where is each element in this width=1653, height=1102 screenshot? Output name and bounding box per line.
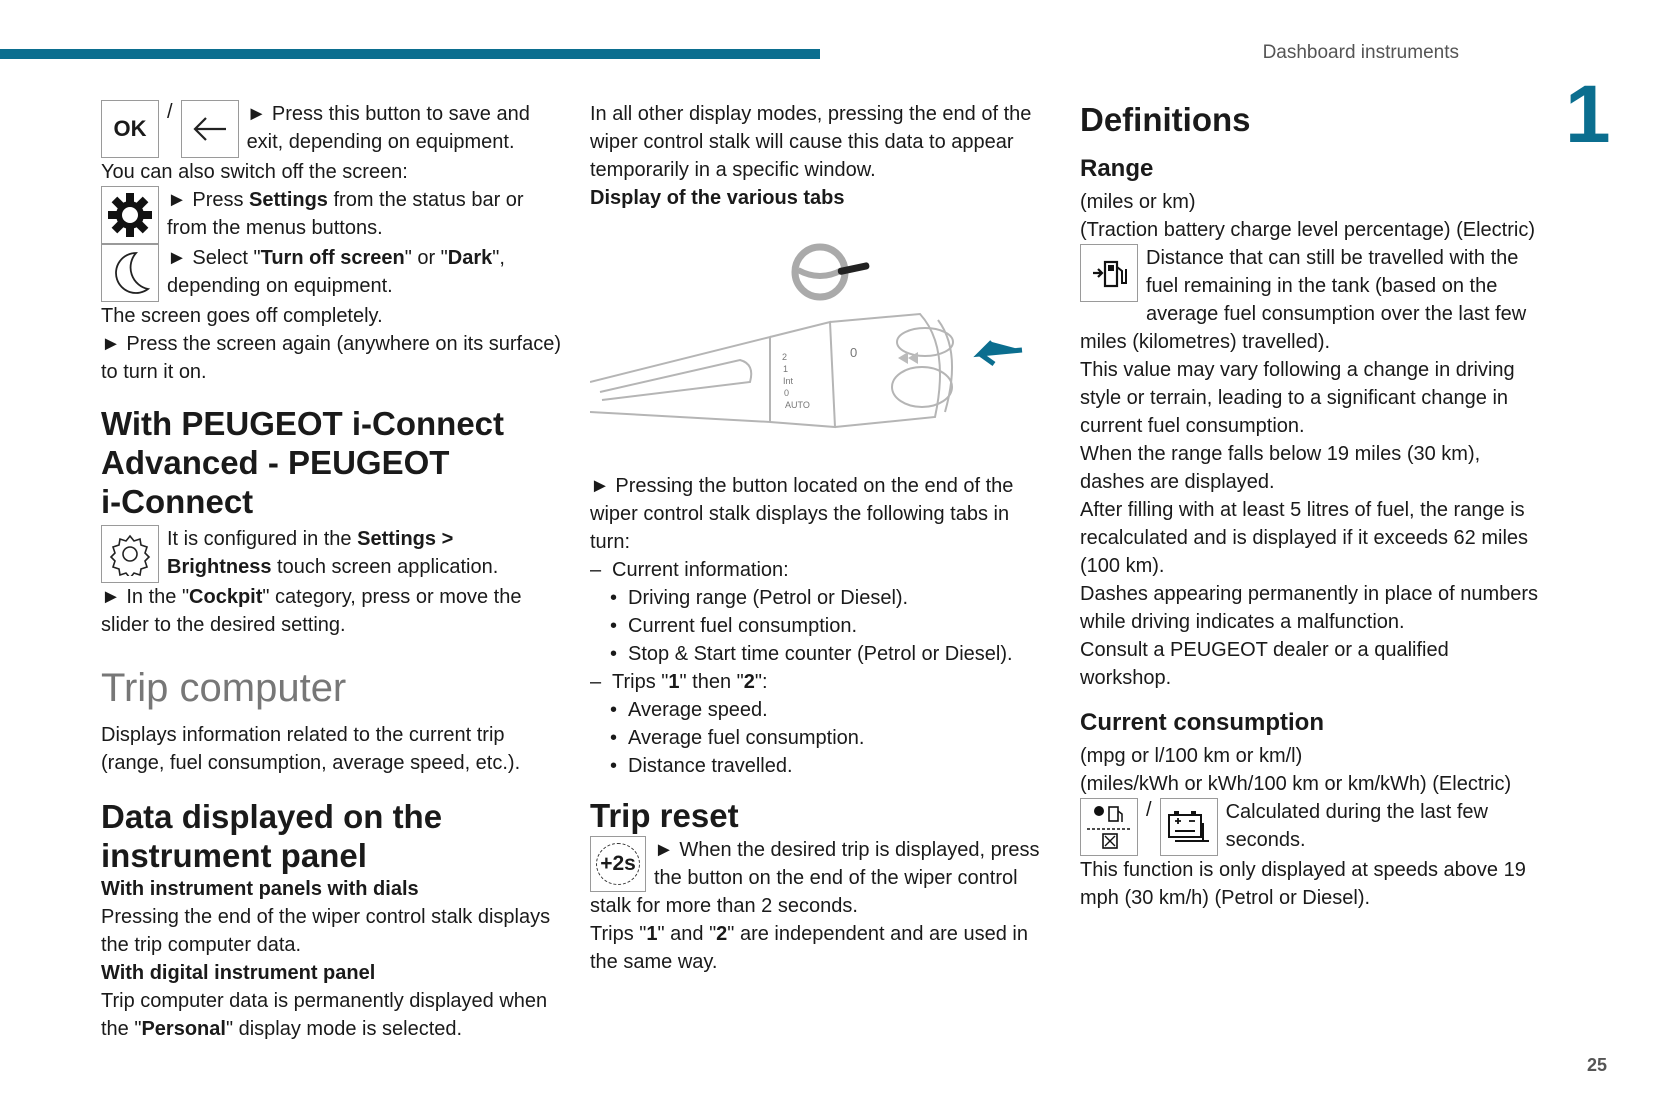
icon-separator: / — [1146, 799, 1152, 821]
select-bold-2: Dark — [447, 247, 493, 269]
range-distance-text: Distance that can still be travelled with the fuel remaining in the tank (based on the average fuel consumption over the last few miles (kilometres) travelled). — [1080, 247, 1527, 353]
cockpit-post: " category, press or move the slider to the desired setting. — [101, 586, 522, 636]
indep-bold-2: 2 — [716, 923, 728, 945]
digital-bold: Personal — [141, 1018, 226, 1040]
pointer-arrow-icon — [980, 342, 1022, 364]
intro-text: In all other display modes, pressing the end of the wiper control stalk will cause this data to appear temporarily in a specific window. — [590, 103, 1032, 181]
trip-reset-heading: Trip reset — [590, 797, 739, 834]
ok-button-icon: OK — [101, 100, 159, 158]
consumption-speed-text: This function is only displayed at speeds above 19 mph (30 km/h) (Petrol or Diesel). — [1080, 859, 1526, 909]
current-item-1: Driving range (Petrol or Diesel). — [628, 587, 909, 609]
wiper-stalk-illustration — [590, 212, 1050, 464]
list-bullet: • — [610, 615, 618, 637]
range-dashes-text: When the range falls below 19 miles (30 km), dashes are displayed. — [1080, 443, 1481, 493]
indep-mid: " and " — [657, 923, 717, 945]
consumption-calc-block — [1080, 798, 1540, 856]
digital-subheading: With digital instrument panel — [101, 962, 376, 984]
range-consult-text: Consult a PEUGEOT dealer or a qualified workshop. — [1080, 639, 1449, 689]
battery-consumption-icon — [1160, 798, 1218, 856]
consumption-unit-electric: (miles/kWh or kWh/100 km or km/kWh) (Electric) — [1080, 773, 1512, 795]
list-item — [590, 696, 1050, 724]
stalk-ring-label-2: 1 — [783, 364, 789, 374]
data-heading-line1: Data displayed on the — [101, 798, 443, 835]
range-battery: (Traction battery charge level percentage) (Electric) — [1080, 219, 1535, 241]
chapter-number: 1 — [1565, 69, 1611, 160]
fuel-range-icon — [1080, 244, 1138, 302]
definitions-heading: Definitions — [1080, 101, 1251, 138]
pressing-text: ► Pressing the button located on the end of the wiper control stalk displays the following tabs in turn: — [590, 475, 1014, 553]
configured-pre: It is configured in the — [167, 528, 358, 550]
trips-mid: " then " — [679, 671, 744, 693]
reset-text: ► When the desired trip is displayed, press the button on the end of the wiper control stalk for more than 2 seconds. — [590, 839, 1040, 917]
list-item — [590, 584, 1050, 612]
consumption-heading: Current consumption — [1080, 709, 1324, 736]
stalk-ring-label-3: Int — [783, 376, 794, 386]
select-mid: " or " — [404, 247, 448, 269]
select-post: ", depending on equipment. — [167, 247, 505, 297]
indep-pre: Trips " — [590, 923, 647, 945]
column-middle — [590, 100, 1050, 976]
stalk-ring-label-5: AUTO — [785, 400, 810, 410]
list-bullet: • — [610, 699, 618, 721]
range-unit: (miles or km) — [1080, 191, 1196, 213]
list-item-trips — [590, 668, 1050, 696]
settings-pre: ► Press — [167, 189, 250, 211]
list-item — [590, 752, 1050, 780]
current-info-label: Current information: — [612, 559, 789, 581]
moon-icon — [101, 244, 159, 302]
consumption-calc-text: Calculated during the last few seconds. — [1225, 801, 1488, 851]
list-bullet: • — [610, 727, 618, 749]
steering-wheel-icon — [795, 247, 870, 297]
dials-subheading: With instrument panels with dials — [101, 878, 419, 900]
settings-post: from the status bar or from the menus buttons. — [167, 189, 524, 239]
back-arrow-icon — [181, 100, 239, 158]
list-item — [590, 612, 1050, 640]
trips-pre: Trips " — [612, 671, 669, 693]
trip-desc: Displays information related to the current trip (range, fuel consumption, average speed, etc.). — [101, 724, 521, 774]
list-dash: – — [590, 671, 602, 693]
trips-post: ": — [754, 671, 768, 693]
wiper-stalk-icon — [590, 314, 953, 427]
gear-icon — [101, 186, 159, 244]
configured-bold: Settings > Brightness — [167, 528, 454, 578]
list-item — [590, 724, 1050, 752]
indep-bold-1: 1 — [646, 923, 658, 945]
trip-reset-step — [590, 836, 1050, 920]
iconnect-heading-line1: With PEUGEOT i-Connect — [101, 405, 505, 442]
settings-outline-icon — [101, 525, 159, 583]
list-bullet: • — [610, 755, 618, 777]
save-exit-block — [101, 100, 561, 158]
trips-bold-1: 1 — [668, 671, 680, 693]
rewind-icon — [898, 352, 918, 364]
settings-step — [101, 186, 561, 244]
list-dash: – — [590, 559, 602, 581]
consumption-unit: (mpg or l/100 km or km/l) — [1080, 745, 1303, 767]
trip-item-2: Average fuel consumption. — [628, 727, 865, 749]
current-item-2: Current fuel consumption. — [628, 615, 858, 637]
stalk-ring-label-1: 2 — [782, 352, 788, 362]
range-malfunction-text: Dashes appearing permanently in place of numbers while driving indicates a malfunction. — [1080, 583, 1539, 633]
digital-pre: Trip computer data is permanently displayed when the " — [101, 990, 548, 1040]
select-bold-1: Turn off screen — [260, 247, 405, 269]
switch-off-intro: You can also switch off the screen: — [101, 161, 408, 183]
hold-2s-label: +2s — [596, 843, 640, 885]
list-item-current-info — [590, 556, 1050, 584]
trip-item-3: Distance travelled. — [628, 755, 793, 777]
select-step — [101, 244, 561, 302]
stalk-zero-label: 0 — [850, 345, 858, 360]
save-exit-text: ► Press this button to save and exit, depending on equipment. — [246, 103, 530, 153]
column-left — [101, 100, 561, 1043]
current-item-3: Stop & Start time counter (Petrol or Diesel). — [628, 643, 1013, 665]
cockpit-pre: ► In the " — [101, 586, 190, 608]
hold-2s-icon — [590, 836, 646, 892]
iconnect-heading-line3: i-Connect — [101, 483, 254, 520]
iconnect-heading-line2: Advanced - PEUGEOT — [101, 444, 450, 481]
header-accent-bar — [0, 49, 820, 59]
digital-post: " display mode is selected. — [225, 1018, 463, 1040]
settings-bold: Settings — [249, 189, 328, 211]
range-refill-text: After filling with at least 5 litres of fuel, the range is recalculated and is displayed if it exceeds 62 miles (100 km). — [1080, 499, 1529, 577]
screen-off-text: The screen goes off completely. — [101, 305, 383, 327]
page-number: 25 — [1587, 1055, 1608, 1075]
data-displayed-heading — [101, 797, 561, 875]
data-heading-line2: instrument panel — [101, 837, 367, 874]
column-right — [1080, 100, 1540, 912]
trips-bold-2: 2 — [743, 671, 755, 693]
select-pre: ► Select " — [167, 247, 261, 269]
press-again-text: ► Press the screen again (anywhere on its surface) to turn it on. — [101, 333, 562, 383]
tabs-heading: Display of the various tabs — [590, 187, 845, 209]
stalk-ring-label-4: 0 — [784, 388, 790, 398]
indep-post: " are independent and are used in the same way. — [590, 923, 1028, 973]
list-bullet: • — [610, 643, 618, 665]
brightness-step — [101, 525, 561, 583]
range-vary-text: This value may vary following a change in driving style or terrain, leading to a significant change in current fuel consumption. — [1080, 359, 1515, 437]
section-title: Dashboard instruments — [1262, 42, 1459, 63]
dials-text: Pressing the end of the wiper control stalk displays the trip computer data. — [101, 906, 551, 956]
fuel-consumption-icon — [1080, 798, 1138, 856]
icon-separator: / — [167, 101, 173, 123]
configured-post: touch screen application. — [271, 556, 499, 578]
cockpit-bold: Cockpit — [189, 586, 263, 608]
trip-item-1: Average speed. — [628, 699, 768, 721]
list-item — [590, 640, 1050, 668]
list-bullet: • — [610, 587, 618, 609]
trip-computer-heading: Trip computer — [101, 666, 347, 710]
range-heading: Range — [1080, 155, 1154, 182]
iconnect-heading — [101, 404, 561, 521]
range-distance-block — [1080, 244, 1540, 356]
